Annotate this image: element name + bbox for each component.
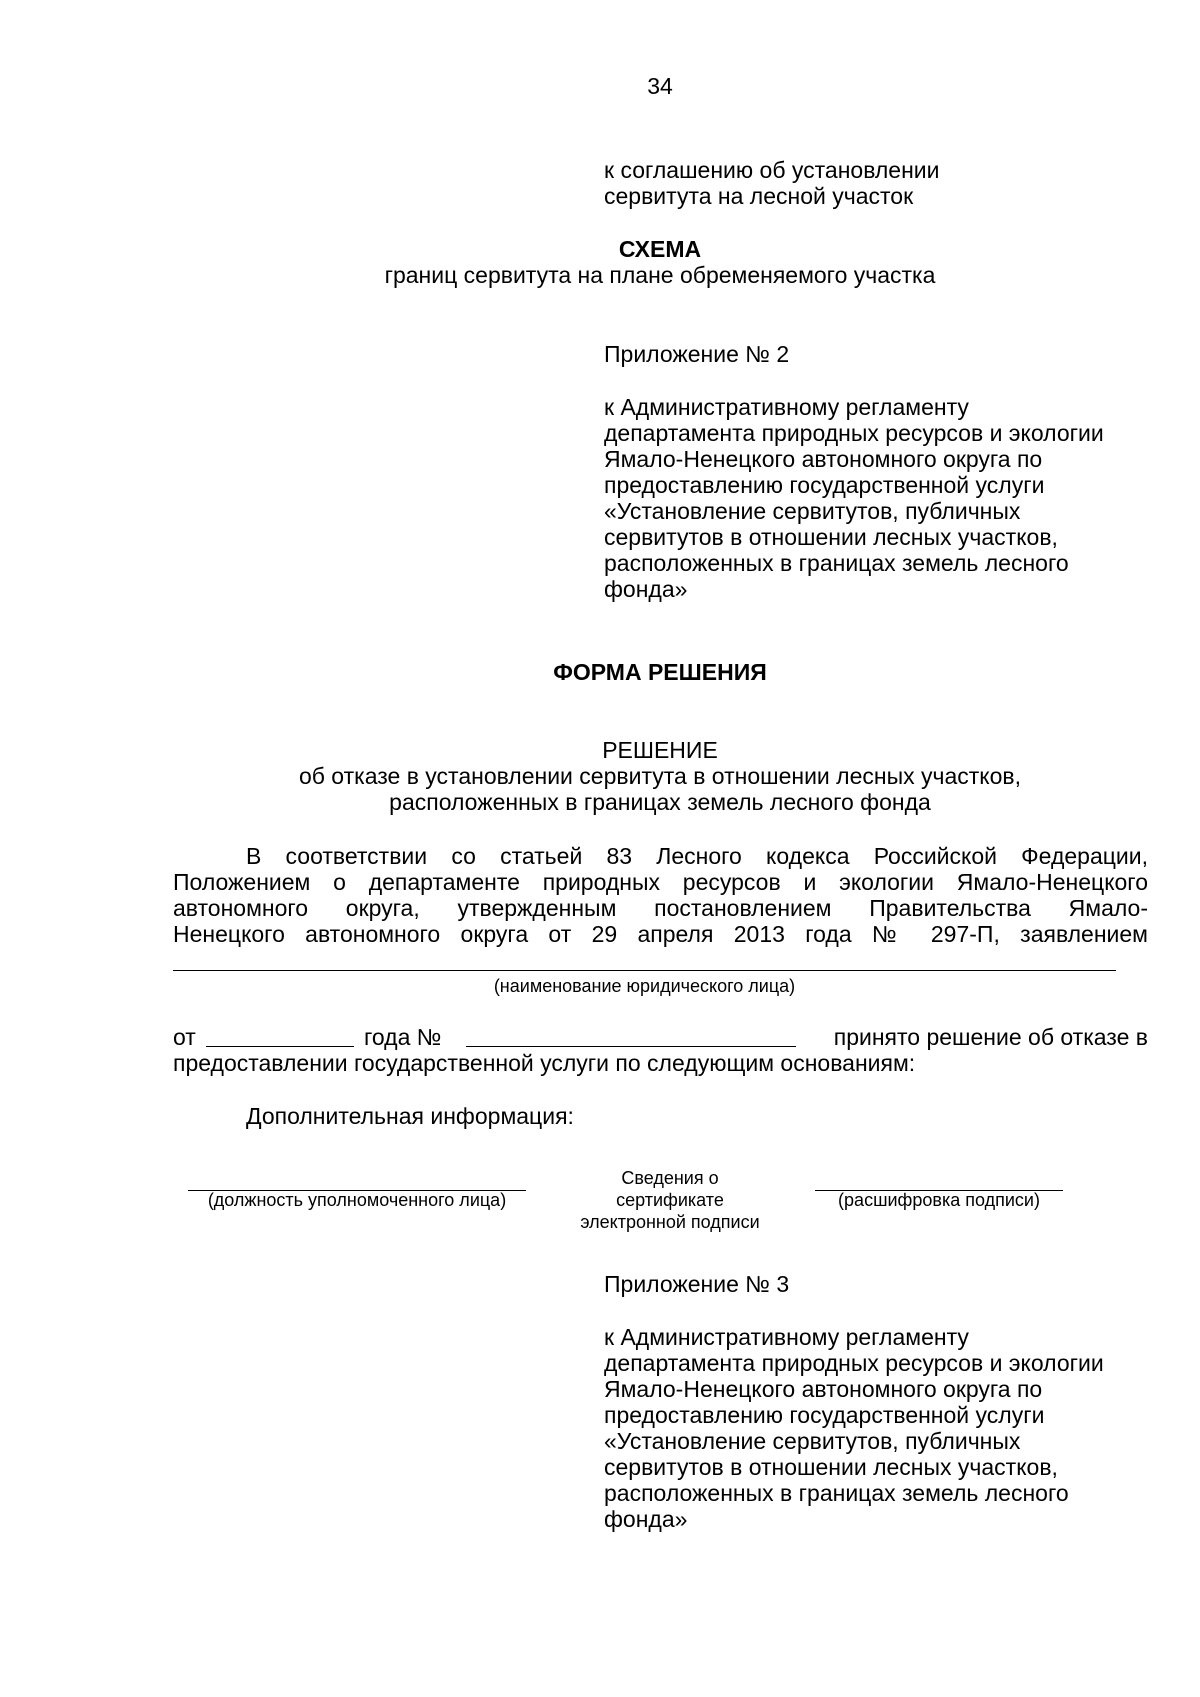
- annex-3-label: Приложение № 3: [604, 1271, 790, 1297]
- annex-2-text: [604, 394, 1164, 602]
- decision-rest-text: принято решение об отказе в: [833, 1024, 1148, 1050]
- number-blank-line: [466, 1046, 796, 1047]
- annex-line: департамента природных ресурсов и экологии: [604, 1350, 1104, 1376]
- agreement-annex-reference: [604, 157, 1164, 209]
- legal-entity-blank-line: [173, 970, 1116, 971]
- annex-line: «Установление сервитутов, публичных: [604, 1428, 1021, 1454]
- annex-line: департамента природных ресурсов и экологии: [604, 420, 1104, 446]
- annex-line: предоставлению государственной услуги: [604, 1402, 1045, 1428]
- decision-subtitle-line: расположенных в границах земель лесного фонда: [389, 789, 931, 815]
- scheme-title: СХЕМА: [618, 236, 702, 262]
- decision-grounds-line: предоставлении государственной услуги по следующим основаниям:: [173, 1050, 916, 1076]
- annex-line: предоставлению государственной услуги: [604, 472, 1045, 498]
- body-line: автономного округа, утвержденным постановлением Правительства Ямало-: [173, 895, 1148, 921]
- certificate-line: Сведения о: [621, 1168, 719, 1188]
- annex-line: сервитутов в отношении лесных участков,: [604, 524, 1058, 550]
- annex-line: к Административному регламенту: [604, 394, 969, 420]
- page-number: 34: [647, 73, 673, 99]
- position-caption: (должность уполномоченного лица): [207, 1190, 507, 1210]
- legal-entity-caption: (наименование юридического лица): [493, 976, 796, 996]
- annex-line: фонда»: [604, 1506, 688, 1532]
- certificate-line: электронной подписи: [580, 1212, 760, 1232]
- annex-line: фонда»: [604, 576, 688, 602]
- annex-line: «Установление сервитутов, публичных: [604, 498, 1021, 524]
- annex-3-label-block: [604, 1271, 1164, 1297]
- decision-subtitle-line: об отказе в установлении сервитута в отношении лесных участков,: [298, 763, 1022, 789]
- date-blank-line: [206, 1046, 354, 1047]
- annex-line: к соглашению об установлении: [604, 157, 940, 183]
- decode-caption: (расшифровка подписи): [838, 1190, 1040, 1210]
- certificate-line: сертификате: [616, 1190, 724, 1210]
- decision-heading: РЕШЕНИЕ: [602, 737, 718, 763]
- body-line: Ненецкого автономного округа от 29 апреля 2013 года № 297-П, заявлением: [173, 921, 1148, 947]
- annex-line: к Административному регламенту: [604, 1324, 969, 1350]
- annex-line: расположенных в границах земель лесного: [604, 1480, 1069, 1506]
- annex-line: расположенных в границах земель лесного: [604, 550, 1069, 576]
- body-line: В соответствии со статьей 83 Лесного кодекса Российской Федерации,: [246, 843, 1148, 869]
- annex-line: сервитута на лесной участок: [604, 183, 914, 209]
- scheme-subtitle: границ сервитута на плане обременяемого участка: [384, 262, 936, 288]
- annex-line: Ямало-Ненецкого автономного округа по: [604, 1376, 1043, 1402]
- decision-from-label: от: [173, 1024, 196, 1050]
- certificate-info: [550, 1167, 790, 1233]
- body-line: Положением о департаменте природных ресурсов и экологии Ямало-Ненецкого: [173, 869, 1148, 895]
- annex-line: Ямало-Ненецкого автономного округа по: [604, 446, 1043, 472]
- decision-year-label: года №: [364, 1024, 442, 1050]
- form-title: ФОРМА РЕШЕНИЯ: [553, 659, 767, 685]
- annex-2-label: Приложение № 2: [604, 341, 790, 367]
- additional-info-label: Дополнительная информация:: [246, 1103, 574, 1129]
- annex-line: сервитутов в отношении лесных участков,: [604, 1454, 1058, 1480]
- annex-2-label-block: [604, 341, 1164, 367]
- annex-3-text: [604, 1324, 1164, 1532]
